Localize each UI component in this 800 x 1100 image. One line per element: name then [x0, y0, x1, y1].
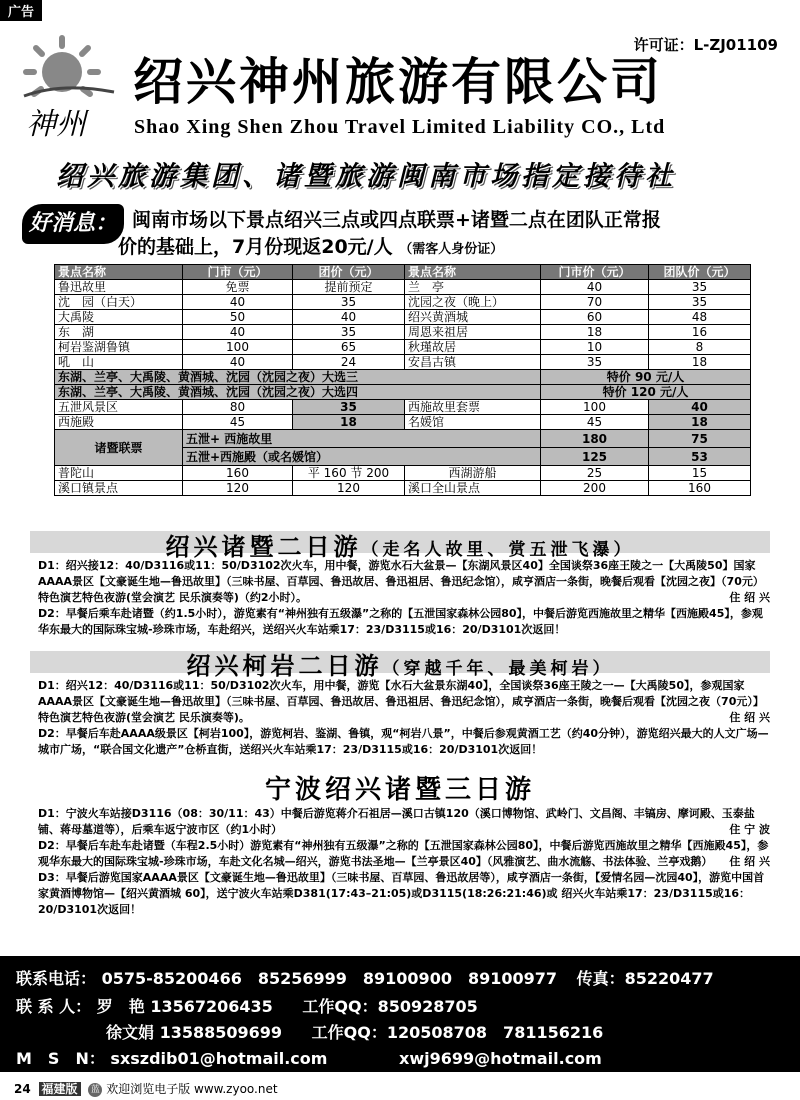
- table-cell: 35: [649, 295, 751, 310]
- phone-label: 联系电话：: [16, 969, 97, 988]
- table-cell: 40: [183, 325, 293, 340]
- table-cell: 名媛馆: [405, 415, 541, 430]
- table-cell: 平 160 节 200: [293, 466, 405, 481]
- zhuji-combo-name: 五泄+西施殿（或名媛馆）: [183, 448, 541, 466]
- table-cell: 西施殿: [55, 415, 183, 430]
- table-cell: 兰 亭: [405, 280, 541, 295]
- table-cell: 绍兴黄酒城: [405, 310, 541, 325]
- day-label: D2：: [38, 607, 66, 620]
- day-label: D1：: [38, 559, 66, 572]
- combo-name: 东湖、兰亭、大禹陵、黄酒城、沈园（沈园之夜）大选四: [55, 385, 541, 400]
- sun-icon: [26, 38, 98, 94]
- table-cell: 柯岩鉴湖鲁镇: [55, 340, 183, 355]
- contact-person-row: [16, 994, 478, 1017]
- page-number: 24: [14, 1082, 31, 1096]
- table-cell: 安昌古镇: [405, 355, 541, 370]
- qq-number: 120508708 781156216: [386, 1023, 604, 1042]
- table-cell: 鲁迅故里: [55, 280, 183, 295]
- table-row: [55, 340, 751, 355]
- promo-line-2: [118, 232, 503, 259]
- tour-subtitle: （走名人故里、赏五泄飞瀑）: [361, 540, 635, 560]
- zhuji-combo-retail: 180: [541, 430, 649, 448]
- license-number: 许可证：L-ZJ01109: [633, 36, 778, 54]
- day-text: 早餐后车赴AAAA级景区【柯岩100】，游览柯岩、鉴湖、鲁镇，观“柯岩八景”，中餐后参观黄酒工艺（约40分钟），游览绍兴最大的人文广场—城市广场，“联合国文化遗产”仓桥直街，送绍兴火车站乘17：23/D3115或16：20/D3101次返回！: [38, 727, 769, 756]
- table-cell: 15: [649, 466, 751, 481]
- person-name: 徐文娟: [106, 1023, 155, 1042]
- table-cell: 40: [183, 355, 293, 370]
- phone-numbers: 0575-85200466 85256999 89100900 89100977: [101, 969, 558, 988]
- table-cell: 50: [183, 310, 293, 325]
- table-cell: 秋瑾故居: [405, 340, 541, 355]
- contact-person-row: [106, 1020, 603, 1043]
- table-row: [55, 280, 751, 295]
- table-cell: 45: [183, 415, 293, 430]
- table-cell: 溪口全山景点: [405, 481, 541, 496]
- table-cell: 吼 山: [55, 355, 183, 370]
- table-header: 门市价（元）: [541, 265, 649, 280]
- zhuji-combo-group: 53: [649, 448, 751, 466]
- day-stay: 住 宁 波: [729, 823, 770, 836]
- msn-address[interactable]: sxszdib01@hotmail.com: [110, 1049, 328, 1068]
- contact-msn-row: [16, 1046, 602, 1069]
- table-cell: 24: [293, 355, 405, 370]
- table-header: 门市（元）: [183, 265, 293, 280]
- table-cell: 65: [293, 340, 405, 355]
- fax-label: 传真：: [576, 969, 625, 988]
- day-text: 宁波火车站接D3116（08：30/11：43）中餐后游览蒋介石祖居—溪口古镇120（溪口博物馆、武岭门、文昌阁、丰镐房、摩诃殿、玉泰盐铺、蒋母墓道等），后乘车返宁波市区（约1小时）: [38, 807, 755, 836]
- table-row: [55, 481, 751, 496]
- table-cell: 东 湖: [55, 325, 183, 340]
- logo-text: 神州: [26, 107, 86, 142]
- table-cell: 160: [649, 481, 751, 496]
- tour-title-text: 绍兴诸暨二日游: [165, 533, 362, 561]
- table-cell: 五泄风景区: [55, 400, 183, 415]
- price-table: [54, 264, 751, 496]
- itinerary-day: [38, 870, 770, 918]
- tour-title-text: 绍兴柯岩二日游: [186, 652, 383, 680]
- table-cell: 120: [183, 481, 293, 496]
- table-cell: 提前预定: [293, 280, 405, 295]
- promo-line-2-text: 价的基础上，7月份现返20元/人: [118, 236, 393, 258]
- table-row: [55, 466, 751, 481]
- ad-tag: 广告: [0, 0, 42, 21]
- combo-price: 特价 90 元/人: [541, 370, 751, 385]
- day-text: 绍兴接12：40/D3116或11：50/D3102次火车，用中餐，游览水石大盆景—【东湖风景区40】全国谈祭36座王陵之一【大禹陵50】国家AAAA景区【文豪诞生地—鲁迅故里】（三味书屋、百草园、鲁迅故居、鲁迅祖居、鲁迅纪念馆），咸亨酒店一条街，晚餐后观看【沈园之夜】（70元）特色演艺特色夜游(堂会演艺 民乐演奏等)（约2小时）。: [38, 559, 764, 604]
- page-footer: [14, 1080, 278, 1097]
- contact-block: [0, 956, 800, 1072]
- day-text: 绍兴12：40/D3116或11：50/D3102次火车，用中餐，游览【水石大盆景东湖40】，全国谈祭36座王陵之一—【大禹陵50】，参观国家AAAA景区【文豪诞生地—鲁迅故里】（三味书屋、百草园、鲁迅故居、鲁迅祖居、鲁迅纪念馆），咸亨酒店一条街，晚餐后观看【沈园之夜（70元）】特色演艺特色夜游(堂会演艺 民乐演奏等)。: [38, 679, 764, 724]
- tour-subtitle: （穿越千年、最美柯岩）: [382, 659, 614, 679]
- table-header: 团价（元）: [293, 265, 405, 280]
- table-cell: 48: [649, 310, 751, 325]
- table-header-row: [55, 265, 751, 280]
- tour-title-text: 宁波绍兴诸暨三日游: [264, 775, 535, 805]
- day-label: D1：: [38, 679, 66, 692]
- table-cell: 16: [649, 325, 751, 340]
- table-row: [55, 355, 751, 370]
- tagline: 绍兴旅游集团、诸暨旅游闽南市场指定接待社: [56, 161, 676, 192]
- day-stay: 住 绍 兴: [729, 855, 770, 868]
- table-row: [55, 400, 751, 415]
- table-cell: 大禹陵: [55, 310, 183, 325]
- table-cell: 100: [183, 340, 293, 355]
- qq-number: 850928705: [377, 997, 478, 1016]
- table-cell: 18: [649, 415, 751, 430]
- company-logo: [14, 34, 124, 144]
- person-name: 罗 艳: [96, 997, 145, 1016]
- itinerary-day: [38, 806, 770, 838]
- zhuji-combo-group: 75: [649, 430, 751, 448]
- day-text: 早餐后车赴车赴诸暨（车程2.5小时）游览素有“神州独有五级瀑”之称的【五泄国家森林公园80】，中餐后游览西施故里之精华【西施殿45】，参观华东最大的国际珠宝城-珍珠市场，车赴文化名城—绍兴，游览书法圣地—【兰亭景区40】（风雅演艺、曲水流觞、书法体验、兰亭戏鹅）: [38, 839, 769, 868]
- edition-label: 福建版: [39, 1082, 81, 1096]
- table-cell: 35: [649, 280, 751, 295]
- itinerary-day: [38, 838, 770, 870]
- combo-row: [55, 385, 751, 400]
- tour-title: [0, 769, 800, 806]
- day-label: D2：: [38, 727, 66, 740]
- table-cell: 25: [541, 466, 649, 481]
- table-cell: 40: [541, 280, 649, 295]
- combo-price: 特价 120 元/人: [541, 385, 751, 400]
- table-cell: 普陀山: [55, 466, 183, 481]
- table-cell: 西湖游船: [405, 466, 541, 481]
- itinerary-day: [38, 678, 770, 726]
- fax-number: 85220477: [624, 969, 714, 988]
- table-cell: 35: [541, 355, 649, 370]
- msn-label: M S N：: [16, 1049, 105, 1068]
- zhuji-combo-row: [55, 430, 751, 448]
- company-name-cn: 绍兴神州旅游有限公司: [133, 53, 663, 111]
- combo-row: [55, 370, 751, 385]
- msn-address[interactable]: xwj9699@hotmail.com: [399, 1049, 602, 1068]
- tour-itinerary: [38, 558, 770, 638]
- table-cell: 40: [183, 295, 293, 310]
- table-row: [55, 310, 751, 325]
- day-stay: 住 绍 兴: [729, 711, 770, 724]
- table-cell: 8: [649, 340, 751, 355]
- table-cell: 沈 园（白天）: [55, 295, 183, 310]
- table-cell: 18: [293, 415, 405, 430]
- day-label: D2：: [38, 839, 66, 852]
- table-cell: 18: [649, 355, 751, 370]
- zhuji-combo-name: 五泄+ 西施故里: [183, 430, 541, 448]
- table-cell: 100: [541, 400, 649, 415]
- table-header: 团队价（元）: [649, 265, 751, 280]
- table-cell: 80: [183, 400, 293, 415]
- person-label: 联 系 人：: [16, 997, 92, 1016]
- person-mobile: 13588509699: [159, 1023, 283, 1042]
- table-cell: 160: [183, 466, 293, 481]
- table-row: [55, 325, 751, 340]
- table-header: 景点名称: [405, 265, 541, 280]
- table-cell: 70: [541, 295, 649, 310]
- day-stay: 住 绍 兴: [729, 591, 770, 604]
- tour-title: [0, 527, 800, 562]
- promo-line-1: 闽南市场以下景点绍兴三点或四点联票+诸暨二点在团队正常报: [132, 209, 661, 231]
- promo-note: （需客人身份证）: [399, 242, 504, 257]
- table-cell: 40: [293, 310, 405, 325]
- table-cell: 40: [649, 400, 751, 415]
- day-text: 早餐后游览国家AAAA景区【文豪诞生地—鲁迅故里】（三味书屋、百草园、鲁迅故居等），咸亨酒店一条街，【爱情名园—沈园40】，游览中国首家黄酒博物馆—【绍兴黄酒城 60】，送宁波火车站乘D381(17:43–21:05)或D3115(18:26:21:46)或 绍兴火车站乘17：23/D3115或16：20/D3101次返回！: [38, 871, 765, 916]
- contact-phone-row: [16, 966, 714, 989]
- table-cell: 35: [293, 325, 405, 340]
- table-header: 景点名称: [55, 265, 183, 280]
- itinerary-day: [38, 558, 770, 606]
- tour-itinerary: [38, 678, 770, 758]
- top-bar: [0, 0, 800, 20]
- person-mobile: 13567206435: [150, 997, 273, 1016]
- itinerary-day: [38, 726, 770, 758]
- table-cell: 沈园之夜（晚上）: [405, 295, 541, 310]
- qq-label: 工作QQ：: [302, 997, 378, 1016]
- table-cell: 120: [293, 481, 405, 496]
- tour-title: [0, 646, 800, 681]
- table-cell: 周恩来祖居: [405, 325, 541, 340]
- good-news-badge: 好消息：: [22, 204, 124, 244]
- company-name-en: Shao Xing Shen Zhou Travel Limited Liability CO., Ltd: [134, 116, 666, 138]
- table-cell: 西施故里套票: [405, 400, 541, 415]
- table-row: [55, 415, 751, 430]
- table-cell: 45: [541, 415, 649, 430]
- day-label: D1：: [38, 807, 66, 820]
- table-cell: 18: [541, 325, 649, 340]
- zhuji-combo-retail: 125: [541, 448, 649, 466]
- table-cell: 溪口镇景点: [55, 481, 183, 496]
- table-cell: 35: [293, 400, 405, 415]
- day-label: D3：: [38, 871, 66, 884]
- table-cell: 10: [541, 340, 649, 355]
- day-text: 早餐后乘车赴诸暨（约1.5小时），游览素有“神州独有五级瀑”之称的【五泄国家森林公园80】，中餐后游览西施故里之精华【西施殿45】，参观华东最大的国际珠宝城-珍珠市场，车赴绍兴，送绍兴火车站乘17：23/D3115或16：20/D3101次返回！: [38, 607, 763, 636]
- table-cell: 60: [541, 310, 649, 325]
- table-cell: 免票: [183, 280, 293, 295]
- table-cell: 35: [293, 295, 405, 310]
- table-row: [55, 295, 751, 310]
- table-cell: 200: [541, 481, 649, 496]
- combo-name: 东湖、兰亭、大禹陵、黄酒城、沈园（沈园之夜）大选三: [55, 370, 541, 385]
- zhuji-label: 诸暨联票: [55, 430, 183, 466]
- edition-circle-icon: 蓝: [88, 1083, 102, 1097]
- tour-itinerary: [38, 806, 770, 918]
- footer-text: 欢迎浏览电子版 www.zyoo.net: [106, 1082, 278, 1096]
- qq-label: 工作QQ：: [311, 1023, 387, 1042]
- itinerary-day: [38, 606, 770, 638]
